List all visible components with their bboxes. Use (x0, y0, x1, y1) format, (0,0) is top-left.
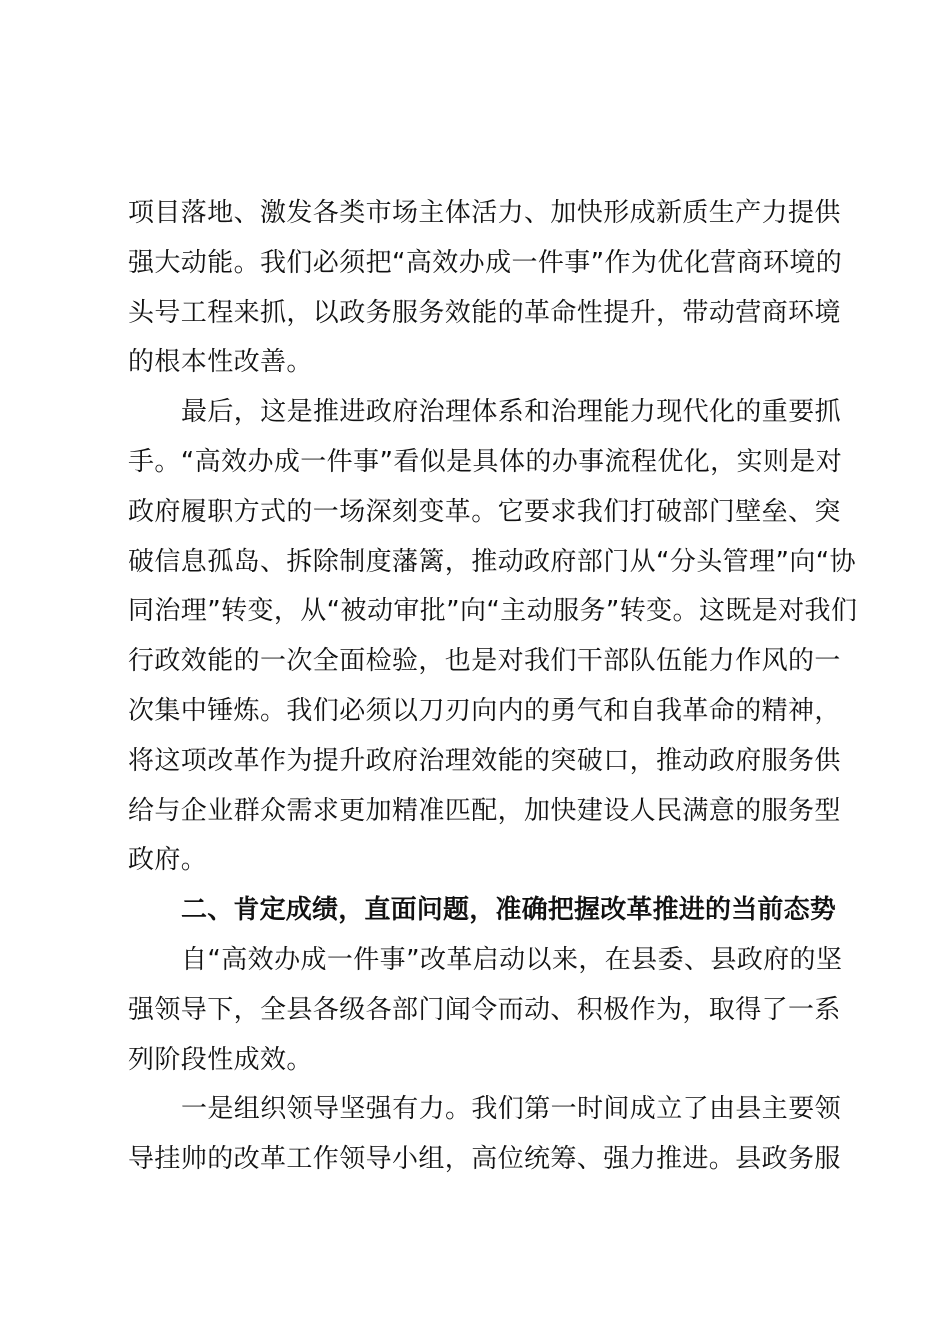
paragraph-business-environment (128, 189, 843, 388)
text-line: 强领导下，全县各级各部门闻令而动、积极作为，取得了一系 (128, 994, 841, 1025)
heading-text: 二、肯定成绩，直面问题，准确把握改革推进的当前态势 (181, 895, 837, 926)
text-line: 一是组织领导坚强有力。我们第一时间成立了由县主要领 (181, 1094, 842, 1125)
text-line: 自“高效办成一件事”改革启动以来，在县委、县政府的坚 (181, 944, 843, 975)
text-line: 行政效能的一次全面检验，也是对我们干部队伍能力作风的一 (128, 646, 841, 677)
text-line: 给与企业群众需求更加精准匹配，加快建设人民满意的服务型 (128, 795, 841, 826)
text-line: 项目落地、激发各类市场主体活力、加快形成新质生产力提供 (128, 198, 841, 228)
text-line: 的根本性改善。 (128, 347, 313, 378)
text-line: 强大动能。我们必须把“高效办成一件事”作为优化营商环境的 (128, 247, 843, 278)
text-line: 破信息孤岛、拆除制度藩篱，推动政府部门从“分头管理”向“协 (128, 546, 857, 577)
text-line: 将这项改革作为提升政府治理效能的突破口，推动政府服务供 (128, 745, 841, 776)
paragraph-organizational-leadership (128, 1085, 842, 1185)
document-page (128, 189, 858, 1185)
section-heading (128, 886, 837, 936)
text-line: 政府履职方式的一场深刻变革。它要求我们打破部门壁垒、突 (128, 496, 841, 527)
text-line: 头号工程来抓，以政务服务效能的革命性提升，带动营商环境 (128, 297, 841, 328)
text-line: 政府。 (128, 845, 208, 876)
text-line: 同治理”转变，从“被动审批”向“主动服务”转变。这既是对我们 (128, 596, 858, 627)
text-line: 手。“高效办成一件事”看似是具体的办事流程优化，实则是对 (128, 446, 843, 477)
text-line: 最后，这是推进政府治理体系和治理能力现代化的重要抓 (181, 397, 842, 428)
paragraph-achievements-intro (128, 936, 843, 1085)
text-line: 导挂帅的改革工作领导小组，高位统筹、强力推进。县政务服 (128, 1144, 841, 1175)
paragraph-governance-modernization (128, 388, 858, 886)
text-line: 列阶段性成效。 (128, 1044, 313, 1075)
text-line: 次集中锤炼。我们必须以刀刃向内的勇气和自我革命的精神， (128, 695, 841, 726)
